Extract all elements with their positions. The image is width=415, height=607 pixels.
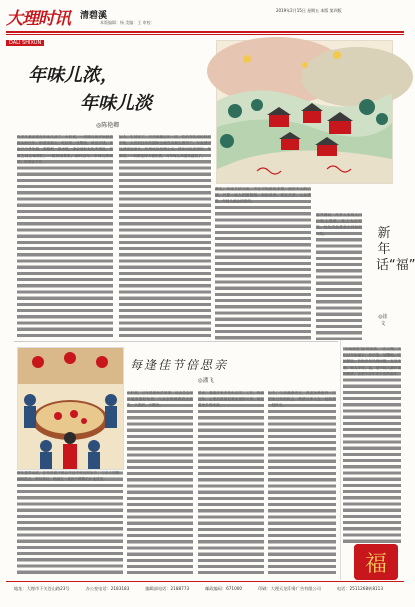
section-name: 清碧溪 (80, 11, 108, 21)
article1-title-line1: 年味儿浓， (28, 65, 118, 86)
issue-date: 2019年2月15日 星期五 本版 第四版 (276, 8, 342, 13)
festival-village-painting (216, 40, 393, 184)
article1-title (28, 62, 152, 118)
footer-rule (6, 581, 404, 582)
article2-column-4: 如今，父母渐渐老去，我更加珍惜每一次回家过年的机会，珍惜与家人在一起的每一段时光。 (268, 390, 336, 574)
article2-title: 每逢佳节倍思亲 (130, 358, 229, 372)
masthead (6, 4, 72, 46)
article1-column-1: 许多儿童说现在年味儿淡了。小时候，一进腊月就开始数着指头盼过年，盼着穿新衣，吃好的，放鞭炮，拿压岁钱。家家户户杀年猪，舂糍粑，做米糕，请亲朋好友吃杀猪饭，邻里之间互相帮忙，一派热闹景象。那时过年，年味儿特别浓，浓得化不开。 (17, 134, 113, 340)
article2-column-1: 每年春节来临，在外的游子都会不远千里赶回家乡，与亲人团聚。那份思念，那份牵挂，都融在一桌热气腾腾的年夜饭里。 (17, 470, 123, 574)
masthead-logo: 大理时讯 (6, 9, 70, 29)
sidebar-body: “年味就是‘福’的味道。”在大理，人们过年贴福字，挂灯笼，放鞭炮，吃团圆饭，祈盼来年风调雨顺、五谷丰登、家人平安。福，是中国人最朴素的愿望，也是千百年来不变的追求。 (343, 346, 401, 544)
footer-phone: 电话：2511268转8113 (336, 586, 383, 591)
fu-icon (354, 544, 398, 580)
article1-author: ◎陈艳卿 (96, 122, 120, 129)
article-divider (14, 341, 338, 342)
article1-column-3: 其实，年味儿浓与淡，不在于物质的多寡，而在于人的心境。只要一家人团团圆圆，和和美美，相互关爱，心存感恩，年味儿就会浓浓的。 (215, 186, 311, 340)
footer-editorial-phone: 编辑部电话：2188773 (145, 586, 190, 591)
fu-character-decoration (354, 544, 398, 580)
footer-postcode: 邮政编码：671000 (205, 586, 243, 591)
article1-title-line2: 年味儿淡 (80, 93, 152, 114)
article1-column-4: 春节期间，许多人家的大门口贴上春联，挂上大红灯笼，处处洋溢着喜庆祥和的气氛。 (316, 212, 362, 340)
column-divider (340, 340, 341, 580)
footer-printer: 印刷：大理天龙印务广告有限公司 (258, 586, 321, 591)
svg-text:福: 福 (364, 552, 388, 577)
article2-author: ◎潘飞 (198, 378, 214, 384)
sidebar-author: ◎崔文 (378, 314, 388, 327)
article2-column-2: 小时候，过年是最快乐的事。母亲总会早早地准备好年货，父亲会带着我们去赶集，买春联，买鞭炮。 (127, 390, 193, 574)
masthead-subtitle: DALI SHIXUN (6, 40, 44, 46)
reunion-painting-illustration (18, 348, 123, 469)
family-reunion-painting (17, 347, 124, 470)
footer-address: 地址：大理市下关苍山路23号 (14, 586, 70, 591)
editor-info: 本版编辑：杨 美编：王 审校： (100, 20, 155, 25)
footer-info (14, 586, 404, 592)
article2-column-3: 后来，我离开家乡外出求学、工作，每到过年，心里总是惦记着家里的父母，惦记着家乡的味道。 (198, 390, 264, 574)
footer-office-phone: 办公室电话：2183183 (85, 586, 130, 591)
sidebar-title: 新年话“福” (376, 226, 415, 273)
header-rule (6, 31, 404, 33)
header-rule-thin (6, 34, 404, 35)
village-painting-illustration (217, 41, 392, 183)
article1-column-2: 如今，生活好了，天天都像过年一样，吃的穿的用的样样不缺，人们对过年的期盼也就没有那么强烈了。年夜饭可以到饭店里订，年货可以在网上买，拜年可以发短信、发微信，一切都变得方便快捷，可年味儿却越来越淡了。 (119, 134, 211, 340)
